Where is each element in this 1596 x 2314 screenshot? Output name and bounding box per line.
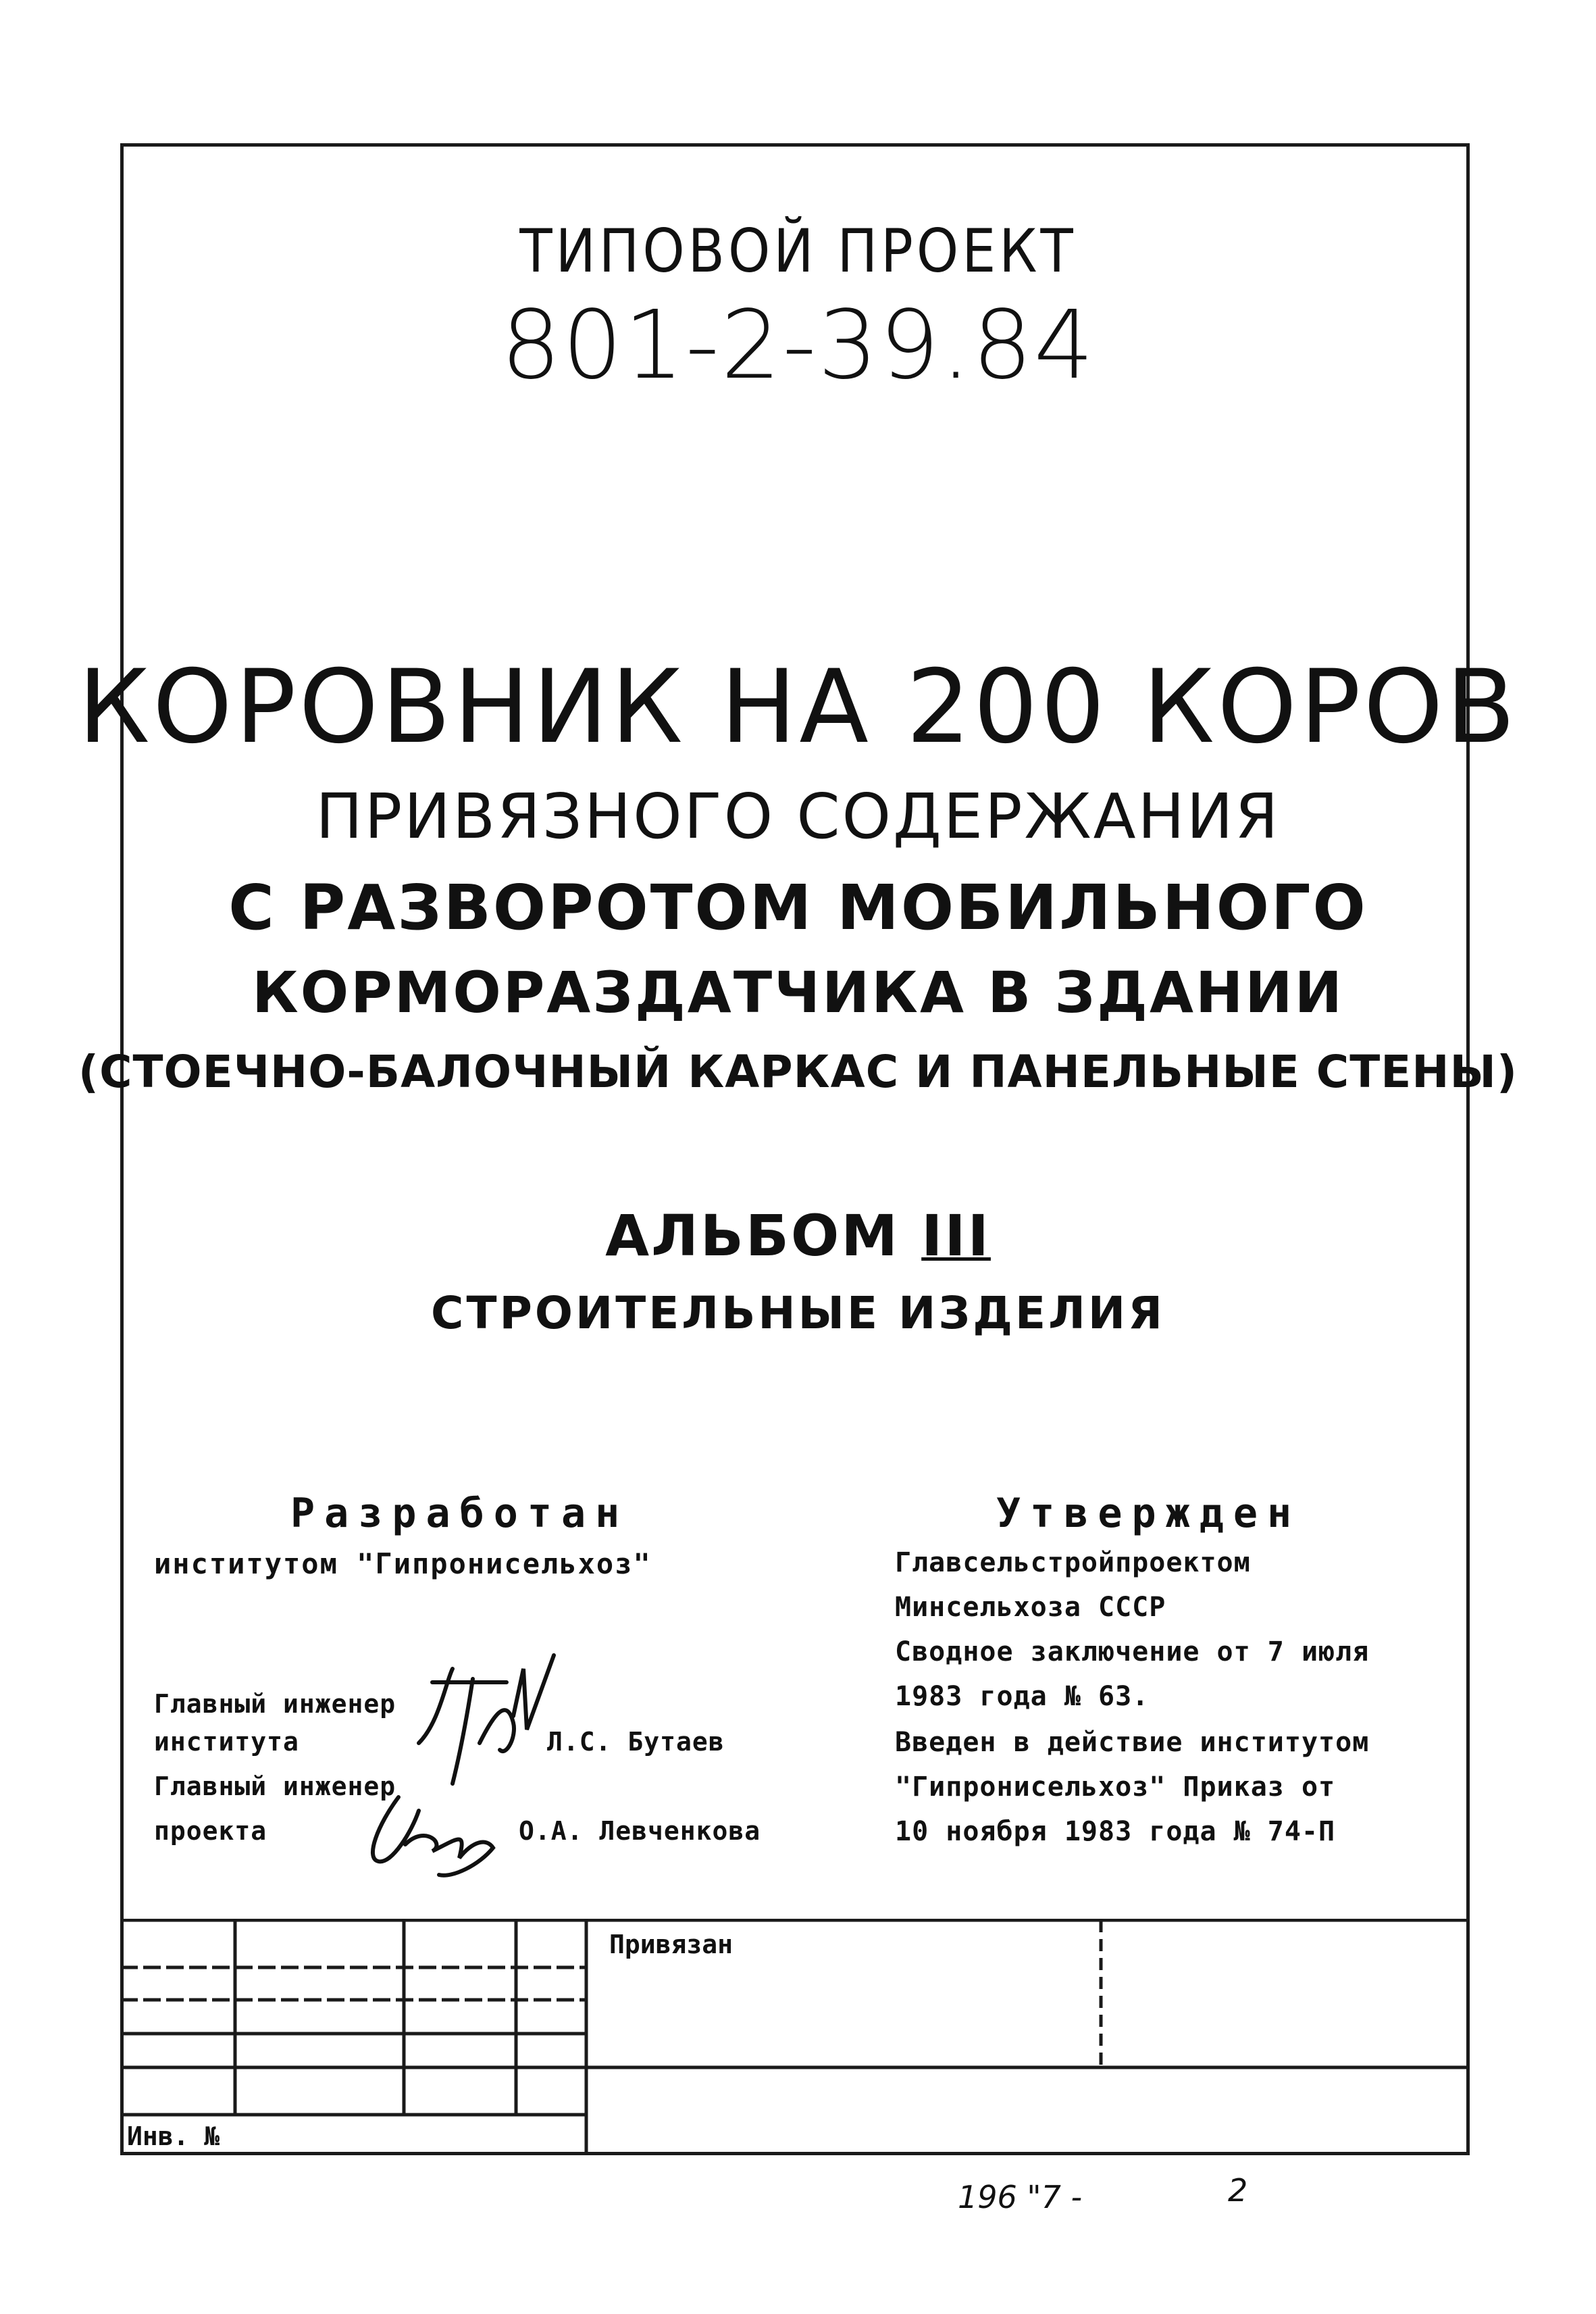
- approved-line-2: Минсельхоза СССР: [895, 1592, 1166, 1623]
- stamp-inv-label: Инв. №: [127, 2121, 220, 2151]
- chief-engineer-institute-label-1: Главный инженер: [154, 1689, 396, 1719]
- approved-line-1: Главсельстройпроектом: [895, 1547, 1251, 1578]
- stamp-attached-label: Привязан: [609, 1930, 733, 1959]
- title-line-2: ПРИВЯЗНОГО СОДЕРЖАНИЯ: [315, 780, 1281, 853]
- order-number: 196 "7 -: [958, 2179, 1083, 2215]
- title-line-4: КОРМОРАЗДАТЧИКА В ЗДАНИИ: [252, 959, 1344, 1026]
- title-line-3: С РАЗВОРОТОМ МОБИЛЬНОГО: [228, 872, 1368, 944]
- album-label: АЛЬБОМ: [605, 1203, 900, 1269]
- album-subtitle: СТРОИТЕЛЬНЫЕ ИЗДЕЛИЯ: [431, 1287, 1165, 1339]
- approved-line-3: Сводное заключение от 7 июля: [895, 1636, 1370, 1667]
- chief-engineer-institute-label-2: института: [154, 1727, 299, 1757]
- developed-by: институтом "Гипронисельхоз": [154, 1547, 652, 1580]
- album-heading: [0, 1203, 1596, 1269]
- approved-heading: Утвержден: [996, 1490, 1302, 1537]
- approved-line-6: "Гипронисельхоз" Приказ от: [895, 1771, 1336, 1803]
- chief-engineer-project-name: О.А. Левченкова: [519, 1816, 761, 1846]
- page-number: 2: [1228, 2172, 1248, 2209]
- developed-heading: Разработан: [290, 1490, 629, 1537]
- stamp-table: [120, 1919, 1470, 2155]
- approved-line-5: Введен в действие институтом: [895, 1727, 1370, 1758]
- title-line-5: (СТОЕЧНО-БАЛОЧНЫЙ КАРКАС И ПАНЕЛЬНЫЕ СТЕНЫ): [78, 1046, 1518, 1098]
- chief-engineer-project-label-1: Главный инженер: [154, 1771, 396, 1801]
- approved-line-4: 1983 года № 63.: [895, 1681, 1150, 1712]
- chief-engineer-project-label-2: проекта: [154, 1816, 267, 1846]
- project-type: ТИПОВОЙ ПРОЕКТ: [519, 216, 1077, 286]
- title-line-1: КОРОВНИК НА 200 КОРОВ: [78, 649, 1518, 766]
- drawing-frame: [120, 143, 1470, 2155]
- album-number: III: [921, 1203, 991, 1269]
- project-number: 801-2-39.84: [500, 291, 1096, 401]
- approved-line-7: 10 ноября 1983 года № 74-П: [895, 1816, 1336, 1847]
- chief-engineer-institute-name: Л.С. Бутаев: [547, 1727, 725, 1757]
- signature-project-engineer: [358, 1784, 513, 1885]
- signature-institute-engineer: [405, 1642, 567, 1797]
